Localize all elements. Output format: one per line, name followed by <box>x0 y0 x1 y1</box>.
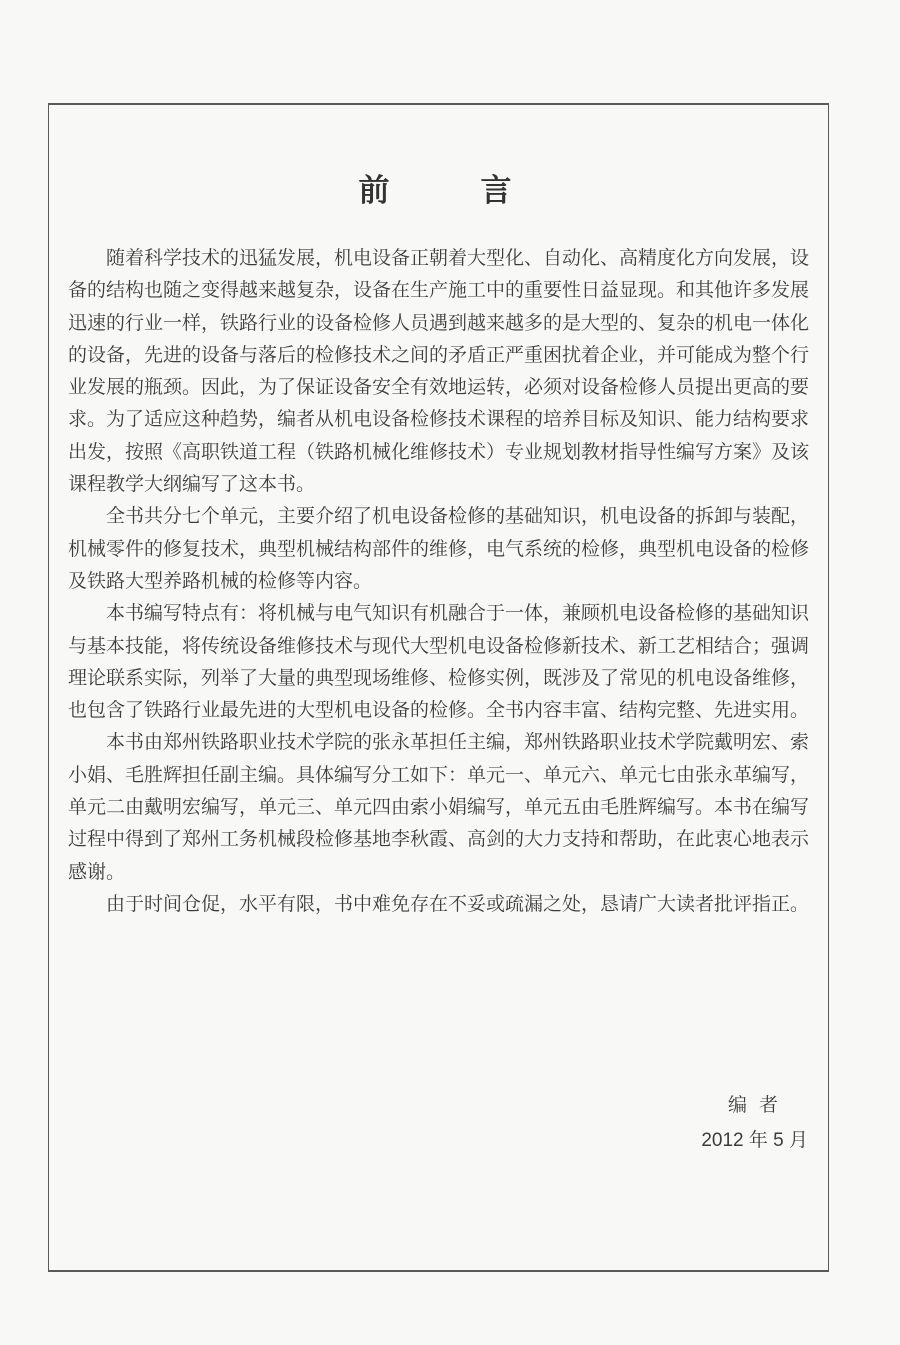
date: 2012 年 5 月 <box>701 1130 808 1151</box>
author-signature: 编者 <box>727 1094 790 1116</box>
paragraph: 随着科学技术的迅猛发展，机电设备正朝着大型化、自动化、高精度化方向发展，设备的结构也随之变得越来越复杂，设备在生产施工中的重要性日益显现。和其他许多发展迅速的行业一样，铁路行业的设备检修人员遇到越来越多的是大型的、复杂的机电一体化的设备，先进的设备与落后的检修技术之间的矛盾正严重困扰着企业，并可能成为整个行业发展的瓶颈。因此，为了保证设备安全有效地运转，必须对设备检修人员提出更高的要求。为了适应这种趋势，编者从机电设备检修技术课程的培养目标及知识、能力结构要求出发，按照《高职铁道工程（铁路机械化维修技术）专业规划教材指导性编写方案》及该课程教学大纲编写了这本书。 <box>68 247 810 496</box>
paragraph: 本书由郑州铁路职业技术学院的张永革担任主编，郑州铁路职业技术学院戴明宏、索小娟、毛胜辉担任副主编。具体编写分工如下：单元一、单元六、单元七由张永革编写，单元二由戴明宏编写，单元三、单元四由索小娟编写，单元五由毛胜辉编写。本书在编写过程中得到了郑州工务机械段检修基地李秋霞、高剑的大力支持和帮助，在此衷心地表示感谢。 <box>68 731 810 883</box>
paragraph: 全书共分七个单元，主要介绍了机电设备检修的基础知识，机电设备的拆卸与装配，机械零件的修复技术，典型机械结构部件的维修，电气系统的检修，典型机电设备的检修及铁路大型养路机械的检修等内容。 <box>68 505 810 592</box>
preface-body <box>68 242 809 920</box>
paragraph: 由于时间仓促，水平有限，书中难免存在不妥或疏漏之处，恳请广大读者批评指正。 <box>106 892 810 915</box>
paragraph: 本书编写特点有：将机械与电气知识有机融合于一体，兼顾机电设备检修的基础知识与基本技能，将传统设备维修技术与现代大型机电设备检修新技术、新工艺相结合；强调理论联系实际，列举了大量的典型现场维修、检修实例，既涉及了常见的机电设备维修，也包含了铁路行业最先进的大型机电设备的检修。全书内容丰富、结构完整、先进实用。 <box>68 602 810 722</box>
page-title: 前 言 <box>358 173 542 209</box>
